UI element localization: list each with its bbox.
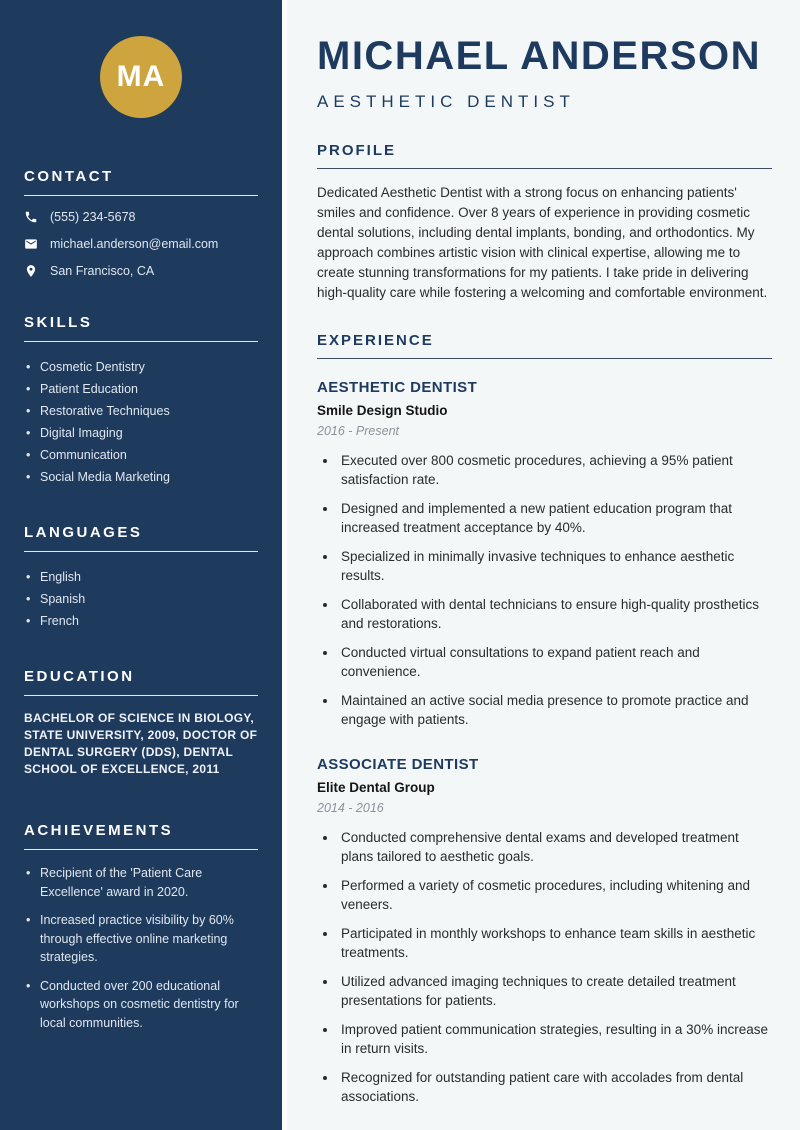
job-bullet: • Utilized advanced imaging techniques to create detailed treatment presentations for patients.: [338, 972, 772, 1010]
experience-section: [317, 332, 772, 1106]
job-bullet-list: [317, 451, 772, 729]
skill-item: • Social Media Marketing: [24, 466, 258, 488]
language-item: • English: [24, 566, 258, 588]
languages-list: [24, 566, 258, 632]
email-icon: [24, 237, 38, 251]
contact-heading: CONTACT: [24, 168, 114, 185]
sidebar: [0, 0, 282, 1130]
job-bullet: • Maintained an active social media presence to promote practice and engage with patients.: [338, 691, 772, 729]
skill-item: • Digital Imaging: [24, 422, 258, 444]
achievements-heading: ACHIEVEMENTS: [24, 822, 174, 839]
job-company: Elite Dental Group: [317, 780, 435, 795]
avatar-initials: MA: [116, 60, 166, 93]
job-bullet: • Executed over 800 cosmetic procedures, achieving a 95% patient satisfaction rate.: [338, 451, 772, 489]
job-bullet: • Performed a variety of cosmetic procedures, including whitening and veneers.: [338, 876, 772, 914]
education-text: BACHELOR OF SCIENCE IN BIOLOGY, STATE UNIVERSITY, 2009, DOCTOR OF DENTAL SURGERY (DDS), DENTAL SCHOOL OF EXCELLENCE, 2011: [24, 711, 258, 776]
job-role: ASSOCIATE DENTIST: [317, 756, 479, 773]
phone-icon: [24, 210, 38, 224]
contact-location-text: San Francisco, CA: [50, 264, 155, 278]
section-divider: [24, 195, 258, 196]
skill-item: • Cosmetic Dentistry: [24, 356, 258, 378]
job-entry-1: [317, 379, 772, 729]
languages-section: [24, 524, 258, 632]
education-heading: EDUCATION: [24, 668, 135, 685]
skill-item: • Communication: [24, 444, 258, 466]
job-bullet: • Participated in monthly workshops to enhance team skills in aesthetic treatments.: [338, 924, 772, 962]
avatar: [100, 36, 182, 118]
language-item: • Spanish: [24, 588, 258, 610]
profile-section: [317, 142, 772, 303]
profile-text: Dedicated Aesthetic Dentist with a strong focus on enhancing patients' smiles and confidence. Over 8 years of experience in providing cosmetic dental solutions, including dental implants, bonding, and orthodontics. My approach combines artistic vision with clinical expertise, allowing me to create stunning transformations for my patients. I take pride in delivering high-quality care while fostering a welcoming and comfortable environment.: [317, 185, 768, 300]
section-divider: [24, 695, 258, 696]
job-bullet: • Conducted comprehensive dental exams and developed treatment plans tailored to aesthetic goals.: [338, 828, 772, 866]
job-company: Smile Design Studio: [317, 403, 448, 418]
contact-phone-text: (555) 234-5678: [50, 210, 136, 224]
job-bullet: • Specialized in minimally invasive techniques to enhance aesthetic results.: [338, 547, 772, 585]
skills-section: [24, 314, 258, 488]
job-bullet: • Improved patient communication strategies, resulting in a 30% increase in return visits.: [338, 1020, 772, 1058]
page-title: MICHAEL ANDERSON: [317, 34, 762, 78]
section-divider: [24, 849, 258, 850]
job-entry-2: [317, 756, 772, 1106]
section-divider: [317, 168, 772, 169]
job-bullet: • Recognized for outstanding patient care with accolades from dental associations.: [338, 1068, 772, 1106]
job-dates: 2014 - 2016: [317, 801, 384, 815]
achievement-item: • Conducted over 200 educational workshops on cosmetic dentistry for local communities.: [24, 977, 258, 1033]
contact-email-text: michael.anderson@email.com: [50, 237, 219, 251]
contact-email-row: [24, 237, 258, 251]
skill-item: • Patient Education: [24, 378, 258, 400]
contact-location-row: [24, 264, 258, 278]
achievements-section: [24, 822, 258, 1032]
job-bullet-list: [317, 828, 772, 1106]
skill-item: • Restorative Techniques: [24, 400, 258, 422]
job-bullet: • Conducted virtual consultations to expand patient reach and convenience.: [338, 643, 772, 681]
skills-list: [24, 356, 258, 488]
main-content: [282, 0, 800, 1130]
location-icon: [24, 264, 38, 278]
section-divider: [24, 341, 258, 342]
languages-heading: LANGUAGES: [24, 524, 143, 541]
section-divider: [317, 358, 772, 359]
profile-heading: PROFILE: [317, 142, 397, 159]
contact-section: [24, 168, 258, 278]
achievements-list: [24, 864, 258, 1032]
job-dates: 2016 - Present: [317, 424, 399, 438]
experience-heading: EXPERIENCE: [317, 332, 434, 349]
education-section: [24, 668, 258, 778]
job-title-subtitle: AESTHETIC DENTIST: [317, 92, 575, 111]
job-role: AESTHETIC DENTIST: [317, 379, 478, 396]
contact-phone-row: [24, 210, 258, 224]
section-divider: [24, 551, 258, 552]
language-item: • French: [24, 610, 258, 632]
job-bullet: • Designed and implemented a new patient education program that increased treatment acceptance by 40%.: [338, 499, 772, 537]
skills-heading: SKILLS: [24, 314, 93, 331]
achievement-item: • Increased practice visibility by 60% through effective online marketing strategies.: [24, 911, 258, 967]
achievement-item: • Recipient of the 'Patient Care Excellence' award in 2020.: [24, 864, 258, 901]
job-bullet: • Collaborated with dental technicians to ensure high-quality prosthetics and restorations.: [338, 595, 772, 633]
